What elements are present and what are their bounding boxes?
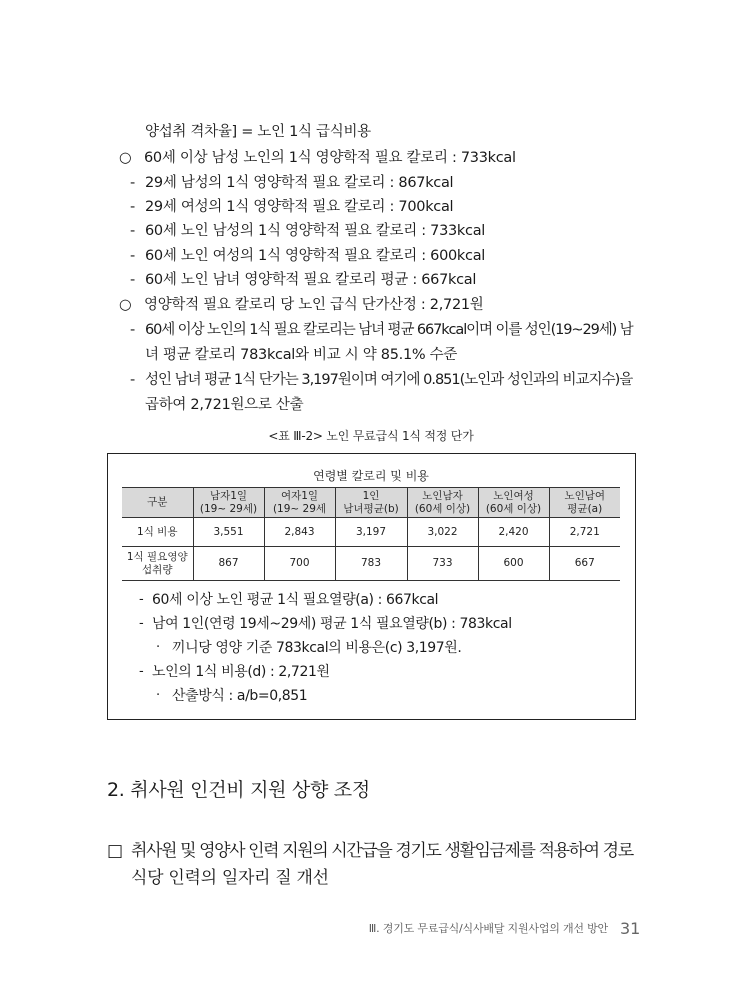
table-cell: 3,197 bbox=[335, 518, 407, 547]
dash-marker: - bbox=[130, 372, 136, 388]
paragraph-line: 식당 인력의 일자리 질 개선 bbox=[131, 868, 329, 888]
table-caption: <표 Ⅲ-2> 노인 무료급식 1식 적정 단가 bbox=[268, 429, 474, 443]
table-row bbox=[122, 547, 620, 581]
table-cell: 667 bbox=[549, 547, 620, 581]
table-cell: 783 bbox=[335, 547, 407, 581]
note-line: 산출방식 : a/b=0,851 bbox=[172, 688, 308, 704]
table-group-header: 연령별 칼로리 및 비용 bbox=[313, 469, 429, 483]
table-cell: 2,843 bbox=[264, 518, 335, 547]
circle-bullet-marker: ○ bbox=[119, 297, 132, 313]
table-cell: 3,551 bbox=[193, 518, 264, 547]
bullet-2-item-line: 곱하여 2,721원으로 산출 bbox=[145, 397, 304, 413]
bullet-1-item: 29세 남성의 1식 영양학적 필요 칼로리 : 867kcal bbox=[145, 175, 454, 191]
dash-marker: - bbox=[139, 664, 144, 679]
row-label: 1식 필요영양 섭취량 bbox=[122, 547, 193, 581]
bullet-1-item: 60세 노인 남녀 영양학적 필요 칼로리 평균 : 667kcal bbox=[145, 272, 477, 288]
bullet-1-item: 29세 여성의 1식 영양학적 필요 칼로리 : 700kcal bbox=[145, 199, 454, 215]
calorie-cost-table bbox=[122, 487, 620, 581]
table-cell: 2,420 bbox=[478, 518, 549, 547]
dot-marker: · bbox=[156, 688, 161, 703]
dot-marker: · bbox=[156, 640, 161, 655]
dash-marker: - bbox=[130, 248, 136, 264]
table-cell: 867 bbox=[193, 547, 264, 581]
dash-marker: - bbox=[130, 175, 136, 191]
note-line: 끼니당 영양 기준 783kcal의 비용은(c) 3,197원. bbox=[172, 640, 462, 656]
circle-bullet-marker: ○ bbox=[119, 150, 132, 166]
table-cell: 2,721 bbox=[549, 518, 620, 547]
column-header: 남자1일 (19~ 29세) bbox=[193, 488, 264, 518]
bullet-1-item: 60세 노인 남성의 1식 영양학적 필요 칼로리 : 733kcal bbox=[145, 223, 486, 239]
dash-marker: - bbox=[139, 592, 144, 607]
section-heading: 2. 취사원 인건비 지원 상향 조정 bbox=[107, 779, 370, 801]
note-line: 남여 1인(연령 19세~29세) 평균 1식 필요열량(b) : 783kcal bbox=[152, 616, 512, 632]
paragraph-line: 취사원 및 영양사 인력 지원의 시간급을 경기도 생활임금제를 적용하여 경로 bbox=[131, 841, 633, 861]
column-header: 1인 남녀평균(b) bbox=[335, 488, 407, 518]
dash-marker: - bbox=[130, 322, 136, 338]
bullet-1-text: 60세 이상 남성 노인의 1식 영양학적 필요 칼로리 : 733kcal bbox=[144, 150, 516, 166]
bullet-2-item-line: 60세 이상 노인의 1식 필요 칼로리는 남녀 평균 667kcal이며 이를 성인(19~29세) 남 bbox=[145, 322, 633, 338]
table-corner-cell: 구분 bbox=[122, 488, 193, 518]
dash-marker: - bbox=[139, 616, 144, 631]
square-bullet-marker: □ bbox=[107, 841, 124, 861]
note-line: 60세 이상 노인 평균 1식 필요열량(a) : 667kcal bbox=[152, 592, 439, 608]
table-row bbox=[122, 518, 620, 547]
column-header: 노인남자 (60세 이상) bbox=[407, 488, 478, 518]
note-line: 노인의 1식 비용(d) : 2,721원 bbox=[152, 664, 330, 680]
bullet-2-item-line: 성인 남녀 평균 1식 단가는 3,197원이며 여기에 0.851(노인과 성인과의 비교지수)을 bbox=[145, 372, 633, 388]
bullet-2-text: 영양학적 필요 칼로리 당 노인 급식 단가산정 : 2,721원 bbox=[144, 297, 484, 313]
table-header-row bbox=[122, 488, 620, 518]
table-cell: 3,022 bbox=[407, 518, 478, 547]
page-number: 31 bbox=[620, 919, 641, 938]
table-cell: 700 bbox=[264, 547, 335, 581]
bullet-2-item-line: 녀 평균 칼로리 783kcal와 비교 시 약 85.1% 수준 bbox=[145, 347, 458, 363]
continuation-line: 양섭취 격차율] = 노인 1식 급식비용 bbox=[145, 124, 371, 140]
footer-chapter-title: Ⅲ. 경기도 무료급식/식사배달 지원사업의 개선 방안 bbox=[368, 922, 608, 935]
dash-marker: - bbox=[130, 223, 136, 239]
row-label: 1식 비용 bbox=[122, 518, 193, 547]
table-cell: 733 bbox=[407, 547, 478, 581]
bullet-1-item: 60세 노인 여성의 1식 영양학적 필요 칼로리 : 600kcal bbox=[145, 248, 486, 264]
dash-marker: - bbox=[130, 199, 136, 215]
dash-marker: - bbox=[130, 272, 136, 288]
column-header: 노인남여 평균(a) bbox=[549, 488, 620, 518]
table-cell: 600 bbox=[478, 547, 549, 581]
column-header: 노인여성 (60세 이상) bbox=[478, 488, 549, 518]
column-header: 여자1일 (19~ 29세 bbox=[264, 488, 335, 518]
